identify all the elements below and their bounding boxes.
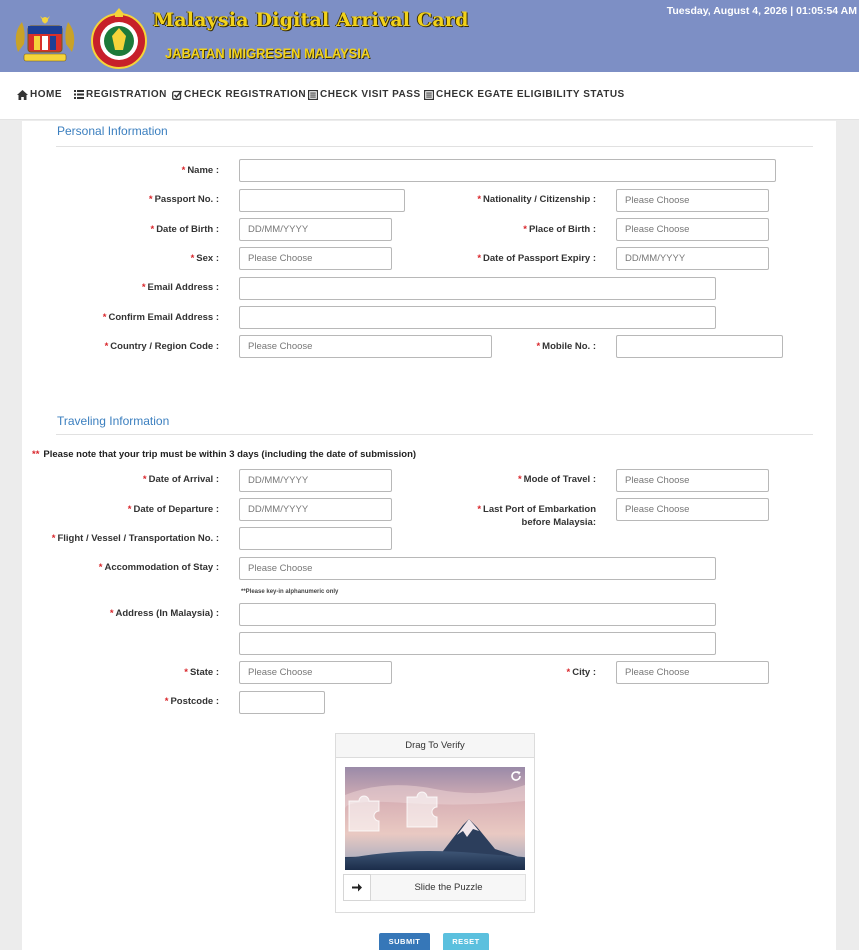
last-port-label: * Last Port of Embarkation before Malaysia:: [477, 504, 596, 528]
passport-input[interactable]: [239, 189, 405, 212]
nav-check-registration[interactable]: [172, 89, 306, 100]
nav-home[interactable]: [17, 89, 62, 100]
nav-check-registration-label: CHECK REGISTRATION: [184, 89, 307, 100]
departure-label: * Date of Departure :: [127, 504, 219, 515]
mobile-input[interactable]: [616, 335, 783, 358]
nav-check-egate-label: CHECK EGATE ELIGIBILITY STATUS: [436, 89, 625, 100]
arrival-date-input[interactable]: DD/MM/YYYY: [239, 469, 392, 492]
passport-expiry-input[interactable]: DD/MM/YYYY: [616, 247, 769, 270]
slide-captcha: [335, 733, 535, 913]
department-name: JABATAN IMIGRESEN MALAYSIA: [165, 45, 371, 61]
passport-label: * Passport No. :: [148, 194, 219, 205]
address-line1-input[interactable]: [239, 603, 716, 626]
address-label: * Address (In Malaysia) :: [109, 608, 219, 619]
trip-duration-note: ** Please note that your trip must be within 3 days (including the date of submission): [32, 449, 417, 460]
home-icon: [17, 90, 28, 100]
mode-of-travel-select[interactable]: Please Choose: [616, 469, 769, 492]
departure-date-input[interactable]: DD/MM/YYYY: [239, 498, 392, 521]
section-divider: [56, 434, 813, 435]
nav-registration[interactable]: [74, 89, 167, 100]
main-navigation: [0, 72, 859, 120]
confirm-email-input[interactable]: [239, 306, 716, 329]
mode-of-travel-label: * Mode of Travel :: [517, 474, 596, 485]
dob-input[interactable]: DD/MM/YYYY: [239, 218, 392, 241]
check-square-icon: [172, 90, 182, 100]
name-input[interactable]: [239, 159, 776, 182]
address-line2-input[interactable]: [239, 632, 716, 655]
city-label: * City :: [566, 667, 596, 678]
confirm-email-label: * Confirm Email Address :: [102, 312, 219, 323]
current-datetime: Tuesday, August 4, 2026 | 01:05:54 AM: [666, 5, 857, 17]
slider-handle[interactable]: [343, 874, 371, 901]
app-title: Malaysia Digital Arrival Card: [153, 9, 469, 31]
nav-registration-label: REGISTRATION: [86, 89, 167, 100]
country-code-select[interactable]: Please Choose: [239, 335, 492, 358]
travel-info-heading: Traveling Information: [57, 414, 170, 428]
state-select[interactable]: Please Choose: [239, 661, 392, 684]
submit-button[interactable]: SUBMIT: [379, 933, 430, 950]
country-code-label: * Country / Region Code :: [104, 341, 219, 352]
sex-select[interactable]: Please Choose: [239, 247, 392, 270]
personal-info-heading: Personal Information: [57, 124, 168, 138]
pob-label: * Place of Birth :: [523, 224, 596, 235]
nationality-label: * Nationality / Citizenship :: [477, 194, 596, 205]
accommodation-label: * Accommodation of Stay :: [98, 562, 219, 573]
address-hint: **Please key-in alphanumeric only: [241, 589, 339, 595]
malaysia-coat-of-arms-logo: [10, 12, 80, 66]
nationality-select[interactable]: Please Choose: [616, 189, 769, 212]
last-port-select[interactable]: Please Choose: [616, 498, 769, 521]
arrow-right-icon: [352, 883, 362, 892]
header-banner: [0, 0, 859, 72]
postcode-input[interactable]: [239, 691, 325, 714]
nav-check-egate[interactable]: [424, 89, 625, 100]
postcode-label: * Postcode :: [164, 696, 219, 707]
accommodation-select[interactable]: Please Choose: [239, 557, 716, 580]
sex-label: * Sex :: [190, 253, 219, 264]
reset-button[interactable]: RESET: [443, 933, 489, 950]
nav-home-label: HOME: [30, 89, 62, 100]
flight-input[interactable]: [239, 527, 392, 550]
captcha-puzzle-image: [345, 767, 525, 870]
list-icon: [74, 90, 84, 99]
arrival-label: * Date of Arrival :: [142, 474, 219, 485]
immigration-department-logo: [90, 6, 148, 72]
dob-label: * Date of Birth :: [150, 224, 219, 235]
passport-expiry-label: * Date of Passport Expiry :: [477, 253, 596, 264]
mobile-label: * Mobile No. :: [536, 341, 596, 352]
captcha-title: Drag To Verify: [336, 734, 534, 758]
refresh-icon[interactable]: [510, 770, 522, 782]
name-label: * Name :: [181, 165, 219, 176]
email-input[interactable]: [239, 277, 716, 300]
doc-list-icon: [308, 90, 318, 100]
nav-check-visit-pass[interactable]: [308, 89, 421, 100]
nav-check-visit-pass-label: CHECK VISIT PASS: [320, 89, 421, 100]
email-label: * Email Address :: [141, 282, 219, 293]
state-label: * State :: [184, 667, 219, 678]
city-select[interactable]: Please Choose: [616, 661, 769, 684]
flight-label: * Flight / Vessel / Transportation No. :: [51, 533, 219, 544]
slider-text: Slide the Puzzle: [414, 882, 483, 893]
doc-list-icon: [424, 90, 434, 100]
section-divider: [56, 146, 813, 147]
pob-select[interactable]: Please Choose: [616, 218, 769, 241]
